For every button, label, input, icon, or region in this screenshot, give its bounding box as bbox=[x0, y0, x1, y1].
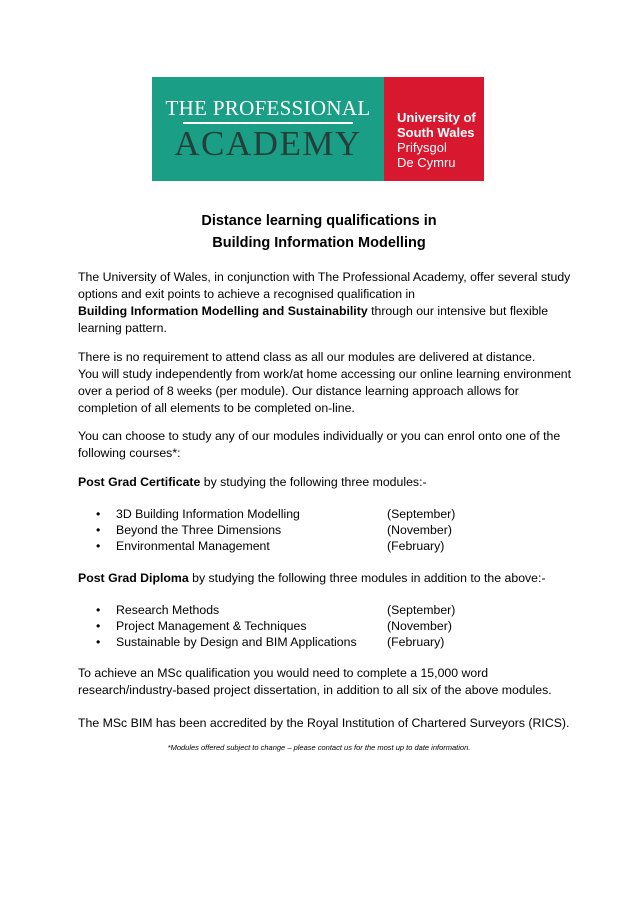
para2-line-3: over a period of 8 weeks (per module). Our distance learning approach allows for bbox=[78, 384, 519, 398]
cert-title: Post Grad Certificate bbox=[78, 475, 201, 489]
para2-line-1: There is no requirement to attend class as all our modules are delivered at distance. bbox=[78, 350, 536, 364]
intro-line-1: The University of Wales, in conjunction with The Professional Academy, offer several study bbox=[78, 270, 571, 284]
bullet-icon: • bbox=[96, 635, 101, 649]
module-name: 3D Building Information Modelling bbox=[116, 507, 300, 521]
bullet-icon: • bbox=[96, 507, 101, 521]
usw-logo bbox=[384, 77, 484, 181]
cert-heading bbox=[78, 474, 578, 491]
bullet-icon: • bbox=[96, 523, 101, 537]
usw-line-3: Prifysgol bbox=[397, 140, 447, 155]
module-name: Beyond the Three Dimensions bbox=[116, 523, 282, 537]
intro-bold-phrase: Building Information Modelling and Sustainability bbox=[78, 304, 368, 318]
intro-line-4: learning pattern. bbox=[78, 321, 167, 335]
list-item bbox=[78, 634, 578, 650]
module-start: (February) bbox=[387, 539, 445, 553]
module-name: Research Methods bbox=[116, 603, 220, 617]
bullet-icon: • bbox=[96, 603, 101, 617]
footnote: *Modules offered subject to change – please contact us for the most up to date information. bbox=[167, 743, 471, 752]
list-item bbox=[78, 602, 578, 618]
module-name: Environmental Management bbox=[116, 539, 270, 553]
document-title-line-1: Distance learning qualifications in bbox=[201, 213, 437, 229]
rics-accreditation: The MSc BIM has been accredited by the Royal Institution of Chartered Surveyors (RICS). bbox=[78, 716, 570, 730]
module-name: Project Management & Techniques bbox=[116, 619, 307, 633]
module-name: Sustainable by Design and BIM Applications bbox=[116, 635, 357, 649]
list-item bbox=[78, 538, 578, 554]
module-start: (February) bbox=[387, 635, 445, 649]
list-item bbox=[78, 618, 578, 634]
para2-line-2: You will study independently from work/at home accessing our online learning environment bbox=[78, 367, 572, 381]
logo-banner bbox=[152, 77, 484, 181]
msc-line-1: To achieve an MSc qualification you would need to complete a 15,000 word bbox=[78, 666, 489, 680]
diploma-title: Post Grad Diploma bbox=[78, 571, 189, 585]
para3-line-1: You can choose to study any of our modules individually or you can enrol onto one of the bbox=[78, 429, 561, 443]
module-start: (September) bbox=[387, 507, 456, 521]
cert-heading-rest: by studying the following three modules:- bbox=[200, 475, 427, 489]
list-item bbox=[78, 522, 578, 538]
document-title-line-2: Building Information Modelling bbox=[212, 235, 426, 251]
module-start: (November) bbox=[387, 523, 452, 537]
para3-line-2: following courses*: bbox=[78, 446, 181, 460]
professional-academy-logo bbox=[152, 77, 384, 181]
logo-line-professional: THE PROFESSIONAL bbox=[165, 96, 371, 120]
diploma-heading bbox=[78, 570, 578, 587]
intro-line-2: options and exit points to achieve a recognised qualification in bbox=[78, 287, 416, 301]
para2-line-4: completion of all elements to be completed on-line. bbox=[78, 401, 355, 415]
bullet-icon: • bbox=[96, 619, 101, 633]
list-item bbox=[78, 506, 578, 522]
intro-line-3-rest: through our intensive but flexible bbox=[367, 304, 549, 318]
diploma-heading-rest: by studying the following three modules in addition to the above:- bbox=[188, 571, 546, 585]
usw-line-4: De Cymru bbox=[397, 155, 456, 170]
usw-line-2: South Wales bbox=[397, 125, 475, 140]
intro-line-3 bbox=[78, 303, 578, 320]
bullet-icon: • bbox=[96, 539, 101, 553]
logo-line-academy: ACADEMY bbox=[174, 124, 362, 163]
module-start: (November) bbox=[387, 619, 452, 633]
module-start: (September) bbox=[387, 603, 456, 617]
usw-line-1: University of bbox=[397, 110, 476, 125]
msc-line-2: research/industry-based project dissertation, in addition to all six of the above modules. bbox=[78, 683, 552, 697]
